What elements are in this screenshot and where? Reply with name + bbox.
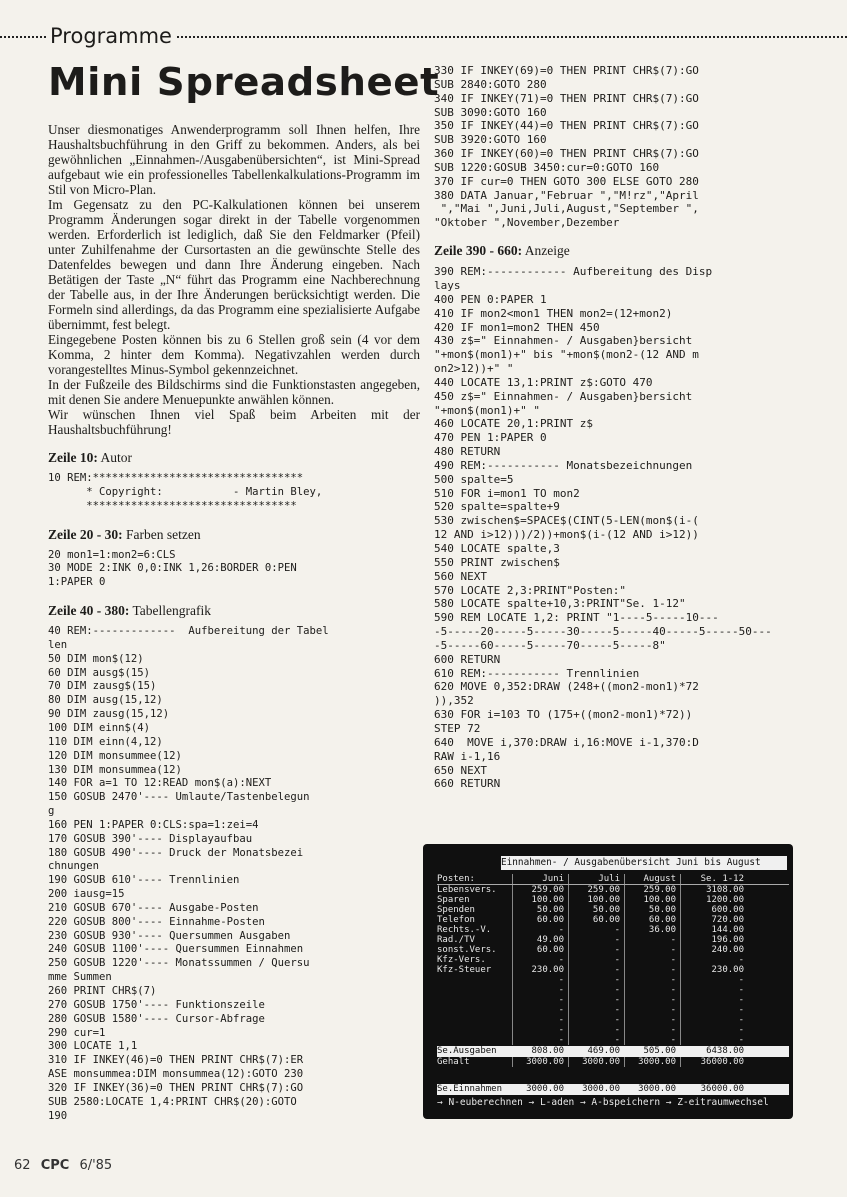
cell: 3000.00 xyxy=(512,1057,568,1067)
section-heading xyxy=(48,450,420,466)
table-row xyxy=(437,885,789,895)
value-cell[interactable]: 50.00 xyxy=(512,905,568,915)
code-listing-grafik-continued: 330 IF INKEY(69)=0 THEN PRINT CHR$(7):GO SUB 2840:GOTO 280 340 IF INKEY(71)=0 THEN PRINT CHR$(7):GO SUB 3090:GOTO 160 350 IF INKEY(44)=0 THEN PRINT CHR$(7):GO SUB 3920:GOTO 160 360 IF INKEY(60)=0 THEN PRINT CHR$(7):GO SUB 1220:GOSUB 3450:cur=0:GOTO 160 370 IF cur=0 THEN GOTO 300 ELSE GOTO 280 380 DATA Januar,"Februar ","M!rz","April ","Mai ",Juni,Juli,August,"September ", "Oktober ",November,Dezember xyxy=(434,64,699,230)
cell: 3000.00 xyxy=(526,1084,564,1094)
section-label: Zeile 390 - 660: xyxy=(434,243,523,259)
value-cell[interactable]: - xyxy=(512,1015,568,1025)
value-cell[interactable]: - xyxy=(624,1035,680,1045)
posten-label[interactable]: Rad./TV xyxy=(437,935,475,945)
value-cell[interactable]: - xyxy=(680,995,750,1005)
posten-label[interactable]: Sparen xyxy=(437,895,470,905)
value-cell[interactable]: 230.00 xyxy=(512,965,568,975)
function-key-line: → N-euberechnen → L-aden → A-bspeichern → Z-eitraumwechsel xyxy=(437,1097,769,1108)
value-cell[interactable]: - xyxy=(512,1035,568,1045)
value-cell[interactable]: 50.00 xyxy=(568,905,624,915)
posten-label[interactable] xyxy=(437,1005,512,1015)
value-cell[interactable]: - xyxy=(680,975,750,985)
table-row xyxy=(437,915,789,925)
cell: 6438.00 xyxy=(706,1046,744,1056)
value-cell[interactable]: - xyxy=(512,985,568,995)
value-cell[interactable]: - xyxy=(512,955,568,965)
table-row xyxy=(437,985,789,995)
value-cell[interactable]: 100.00 xyxy=(512,895,568,905)
value-cell[interactable]: 3108.00 xyxy=(680,885,750,895)
screen-header-row xyxy=(437,874,789,885)
cell: 808.00 xyxy=(531,1046,564,1056)
table-row xyxy=(437,995,789,1005)
intro-paragraph: Wir wünschen Ihnen viel Spaß beim Arbeiten mit der Haushaltsbuchführung! xyxy=(48,407,420,437)
value-cell[interactable]: - xyxy=(568,985,624,995)
left-column xyxy=(48,122,420,1123)
issue-label: 6/'85 xyxy=(79,1158,113,1173)
value-cell[interactable]: - xyxy=(568,965,624,975)
value-cell[interactable]: - xyxy=(568,1015,624,1025)
value-cell[interactable]: 259.00 xyxy=(512,885,568,895)
section-header xyxy=(0,22,847,50)
posten-label[interactable] xyxy=(437,995,512,1005)
posten-label[interactable]: Telefon xyxy=(437,915,475,925)
value-cell[interactable]: - xyxy=(680,1015,750,1025)
code-listing-grafik: 40 REM:------------- Aufbereitung der Tabel len 50 DIM mon$(12) 60 DIM ausg$(15) 70 DIM zausg$(15) 80 DIM ausg(15,12) 90 DIM zausg(15,12) 100 DIM einn$(4) 110 DIM einn(4,12) 120 DIM monsummee(12) 130 DIM monsummea(12) 140 FOR a=1 TO 12:READ mon$(a):NEXT 150 GOSUB 2470'---- Umlaute/Tastenbelegun g 160 PEN 1:PAPER 0:CLS:spa=1:zei=4 170 GOSUB 390'---- Displayaufbau 180 GOSUB 490'---- Druck der Monatsbezei chnungen 190 GOSUB 610'---- Trennlinien 200 iausg=15 210 GOSUB 670'---- Ausgabe-Posten 220 GOSUB 800'---- Einnahme-Posten 230 GOSUB 930'---- Quersummen Ausgaben 240 GOSUB 1100'---- Quersummen Einnahmen 250 GOSUB 1220'---- Monatssummen / Quersu mme Summen 260 PRINT CHR$(7) 270 GOSUB 1750'---- Funktionszeile 280 GOSUB 1580'---- Cursor-Abfrage 290 cur=1 300 LOCATE 1,1 310 IF INKEY(46)=0 THEN PRINT CHR$(7):ER ASE monsummea:DIM monsummea(12):GOTO 230 320 IF INKEY(36)=0 THEN PRINT CHR$(7):GO SUB 2580:LOCATE 1,4:PRINT CHR$(20):GOTO 190 xyxy=(48,625,329,1122)
table-row xyxy=(437,1025,789,1035)
cell: 3000.00 xyxy=(568,1057,624,1067)
cell: 3000.00 xyxy=(638,1084,676,1094)
header-cell: Juni xyxy=(512,874,568,884)
cell: 3000.00 xyxy=(582,1084,620,1094)
posten-label[interactable]: Kfz-Vers. xyxy=(437,955,486,965)
section-title: Tabellengrafik xyxy=(129,603,212,619)
cell: 469.00 xyxy=(587,1046,620,1056)
cell: 3000.00 xyxy=(624,1057,680,1067)
intro-paragraph: Eingegebene Posten können bis zu 6 Stellen groß sein (4 vor dem Komma, 2 hinter dem Komma). Negativzahlen werden durch vorangestelltes Minus-Symbol gekennzeichnet. xyxy=(48,332,420,377)
posten-label[interactable] xyxy=(437,985,512,995)
cell: Gehalt xyxy=(437,1057,470,1067)
intro-paragraph: Unser diesmonatiges Anwenderprogramm soll Ihnen helfen, Ihre Haushaltsbuchführung in den Griff zu bekommen. Anders, als bei gewöhnlichen „Einnahmen-/Ausgabenübersichten“, ist Mini-Spread aufgebaut wie ein professionelles Tabellenkalkulations-Programm im Stil von Micro-Plan. xyxy=(48,122,420,197)
value-cell[interactable]: - xyxy=(624,965,680,975)
value-cell[interactable]: 720.00 xyxy=(680,915,750,925)
header-rule-right xyxy=(170,36,847,38)
section-title: Anzeige xyxy=(522,243,570,259)
value-cell[interactable]: 1200.00 xyxy=(680,895,750,905)
value-cell[interactable]: - xyxy=(680,985,750,995)
cell: Se.Ausgaben xyxy=(437,1046,497,1056)
right-column xyxy=(434,64,794,791)
value-cell[interactable]: 100.00 xyxy=(568,895,624,905)
posten-label[interactable] xyxy=(437,1025,512,1035)
table-row xyxy=(437,905,789,915)
value-cell[interactable]: - xyxy=(680,1035,750,1045)
value-cell[interactable]: - xyxy=(624,1025,680,1035)
header-rule-left xyxy=(0,36,50,38)
posten-label[interactable] xyxy=(437,1015,512,1025)
value-cell[interactable]: - xyxy=(624,955,680,965)
value-cell[interactable]: - xyxy=(512,1025,568,1035)
ausgaben-total-row xyxy=(437,1046,789,1057)
value-cell[interactable]: 600.00 xyxy=(680,905,750,915)
value-cell[interactable]: 259.00 xyxy=(568,885,624,895)
table-row xyxy=(437,1015,789,1025)
section-heading xyxy=(48,527,420,543)
screen-title: Einnahmen- / Ausgabenübersicht Juni bis August xyxy=(501,856,787,870)
table-row xyxy=(437,965,789,975)
value-cell[interactable]: - xyxy=(624,1005,680,1015)
value-cell[interactable]: 60.00 xyxy=(512,915,568,925)
posten-label[interactable]: Spenden xyxy=(437,905,475,915)
table-row xyxy=(437,955,789,965)
value-cell[interactable]: - xyxy=(512,975,568,985)
section-heading xyxy=(48,603,420,619)
value-cell[interactable]: - xyxy=(568,975,624,985)
value-cell[interactable]: 259.00 xyxy=(624,885,680,895)
value-cell[interactable]: - xyxy=(568,925,624,935)
value-cell[interactable]: 144.00 xyxy=(680,925,750,935)
posten-label[interactable]: Rechts.-V. xyxy=(437,925,492,935)
intro-paragraph: In der Fußzeile des Bildschirms sind die Funktionstasten angegeben, mit denen Sie andere Menuepunkte anwählen können. xyxy=(48,377,420,407)
program-screenshot xyxy=(423,844,793,1119)
value-cell[interactable]: - xyxy=(624,995,680,1005)
value-cell[interactable]: 60.00 xyxy=(568,915,624,925)
table-row xyxy=(437,945,789,955)
header-cell: Juli xyxy=(568,874,624,884)
table-row xyxy=(437,895,789,905)
value-cell[interactable]: - xyxy=(568,1025,624,1035)
section-label: Zeile 10: xyxy=(48,450,98,465)
table-row xyxy=(437,925,789,935)
value-cell[interactable]: 196.00 xyxy=(680,935,750,945)
section-label: Zeile 40 - 380: xyxy=(48,603,130,619)
cell: 505.00 xyxy=(643,1046,676,1056)
value-cell[interactable]: - xyxy=(512,1005,568,1015)
table-row xyxy=(437,975,789,985)
value-cell[interactable]: - xyxy=(568,1035,624,1045)
value-cell[interactable]: - xyxy=(568,1005,624,1015)
value-cell[interactable]: 100.00 xyxy=(624,895,680,905)
value-cell[interactable]: - xyxy=(568,945,624,955)
gehalt-row xyxy=(437,1057,789,1068)
screen-table xyxy=(437,874,789,1045)
value-cell[interactable]: 60.00 xyxy=(512,945,568,955)
value-cell[interactable]: 49.00 xyxy=(512,935,568,945)
magazine-logo: CPC xyxy=(40,1158,70,1173)
cell: 36000.00 xyxy=(700,1084,744,1094)
posten-label[interactable] xyxy=(437,1035,512,1045)
code-listing-anzeige: 390 REM:------------ Aufbereitung des Disp lays 400 PEN 0:PAPER 1 410 IF mon2<mon1 THEN mon2=(12+mon2) 420 IF mon1=mon2 THEN 450 430 z$=" Einnahmen- / Ausgaben}bersicht "+mon$(mon1)+" bis "+mon$(mon2-(12 AND m on2>12))+" " 440 LOCATE 13,1:PRINT z$:GOTO 470 450 z$=" Einnahmen- / Ausgaben}bersicht "+mon$(mon1)+" " 460 LOCATE 20,1:PRINT z$ 470 PEN 1:PAPER 0 480 RETURN 490 REM:----------- Monatsbezeichnungen 500 spalte=5 510 FOR i=mon1 TO mon2 520 spalte=spalte+9 530 zwischen$=SPACE$(CINT(5-LEN(mon$(i-( 12 AND i>12)))/2))+mon$(i-(12 AND i>12)) 540 LOCATE spalte,3 550 PRINT zwischen$ 560 NEXT 570 LOCATE 2,3:PRINT"Posten:" 580 LOCATE spalte+10,3:PRINT"Se. 1-12" 590 REM LOCATE 1,2: PRINT "1----5-----10--- -5-----20-----5-----30-----5-----40-----5-----50--- -5-----60-----5-----70-----5-----8" 600 RETURN 610 REM:----------- Trennlinien 620 MOVE 0,352:DRAW (248+((mon2-mon1)*72 )),352 630 FOR i=103 TO (175+((mon2-mon1)*72)) STEP 72 640 MOVE i,370:DRAW i,16:MOVE i-1,370:D RAW i-1,16 650 NEXT 660 RETURN xyxy=(434,265,772,791)
value-cell[interactable]: - xyxy=(624,1015,680,1025)
value-cell[interactable]: - xyxy=(512,995,568,1005)
section-title: Autor xyxy=(97,450,133,465)
value-cell[interactable]: - xyxy=(624,975,680,985)
posten-label[interactable]: Kfz-Steuer xyxy=(437,965,492,975)
value-cell[interactable]: - xyxy=(624,935,680,945)
value-cell[interactable]: - xyxy=(680,955,750,965)
table-row xyxy=(437,1035,789,1045)
value-cell[interactable]: 230.00 xyxy=(680,965,750,975)
value-cell[interactable]: - xyxy=(568,935,624,945)
value-cell[interactable]: - xyxy=(568,955,624,965)
posten-label[interactable]: Lebensvers. xyxy=(437,885,497,895)
table-row xyxy=(437,1005,789,1015)
posten-label[interactable] xyxy=(437,975,512,985)
value-cell[interactable]: 240.00 xyxy=(680,945,750,955)
cell: 36000.00 xyxy=(680,1057,750,1067)
value-cell[interactable]: 50.00 xyxy=(624,905,680,915)
table-row xyxy=(437,935,789,945)
intro-paragraph: Im Gegensatz zu den PC-Kalkulationen können bei unserem Programm Änderungen sogar direkt in der Tabelle vorgenommen werden. Erforderlich ist lediglich, daß Sie den Feldmarker (Pfeil) unter Zuhilfenahme der Cursortasten an die gewünschte Stelle des Datenfeldes bewegen und dann Ihre Änderung eingeben. Nach Betätigen der Taste „N“ führt das Programm eine Nachberechnung der Tabelle aus, in der Ihre Änderungen berücksichtigt werden. Die Formeln sind allerdings, da das Programm eine spezialisierte Aufgabe übernimmt, fest belegt. xyxy=(48,197,420,332)
article-title: Mini Spreadsheet xyxy=(48,60,440,104)
value-cell[interactable]: - xyxy=(680,1005,750,1015)
posten-label[interactable]: sonst.Vers. xyxy=(437,945,497,955)
section-title: Farben setzen xyxy=(122,526,201,542)
code-listing-autor: 10 REM:********************************* * Copyright: - Martin Bley, ********************************* xyxy=(48,472,323,512)
value-cell[interactable]: 36.00 xyxy=(624,925,680,935)
value-cell[interactable]: - xyxy=(624,985,680,995)
page-footer xyxy=(14,1158,112,1173)
header-cell: Se. 1-12 xyxy=(680,874,750,884)
section-label: Programme xyxy=(47,22,175,50)
header-cell: Posten: xyxy=(437,874,475,884)
intro-text xyxy=(48,122,420,437)
value-cell[interactable]: - xyxy=(512,925,568,935)
value-cell[interactable]: - xyxy=(680,1025,750,1035)
value-cell[interactable]: 60.00 xyxy=(624,915,680,925)
cell: Se.Einnahmen xyxy=(437,1084,503,1094)
value-cell[interactable]: - xyxy=(624,945,680,955)
einnahmen-total-row xyxy=(437,1084,789,1095)
page-number: 62 xyxy=(14,1158,31,1173)
header-cell: August xyxy=(624,874,680,884)
section-heading xyxy=(434,243,794,259)
section-label: Zeile 20 - 30: xyxy=(48,526,123,542)
code-listing-farben: 20 mon1=1:mon2=6:CLS 30 MODE 2:INK 0,0:INK 1,26:BORDER 0:PEN 1:PAPER 0 xyxy=(48,548,297,589)
value-cell[interactable]: - xyxy=(568,995,624,1005)
